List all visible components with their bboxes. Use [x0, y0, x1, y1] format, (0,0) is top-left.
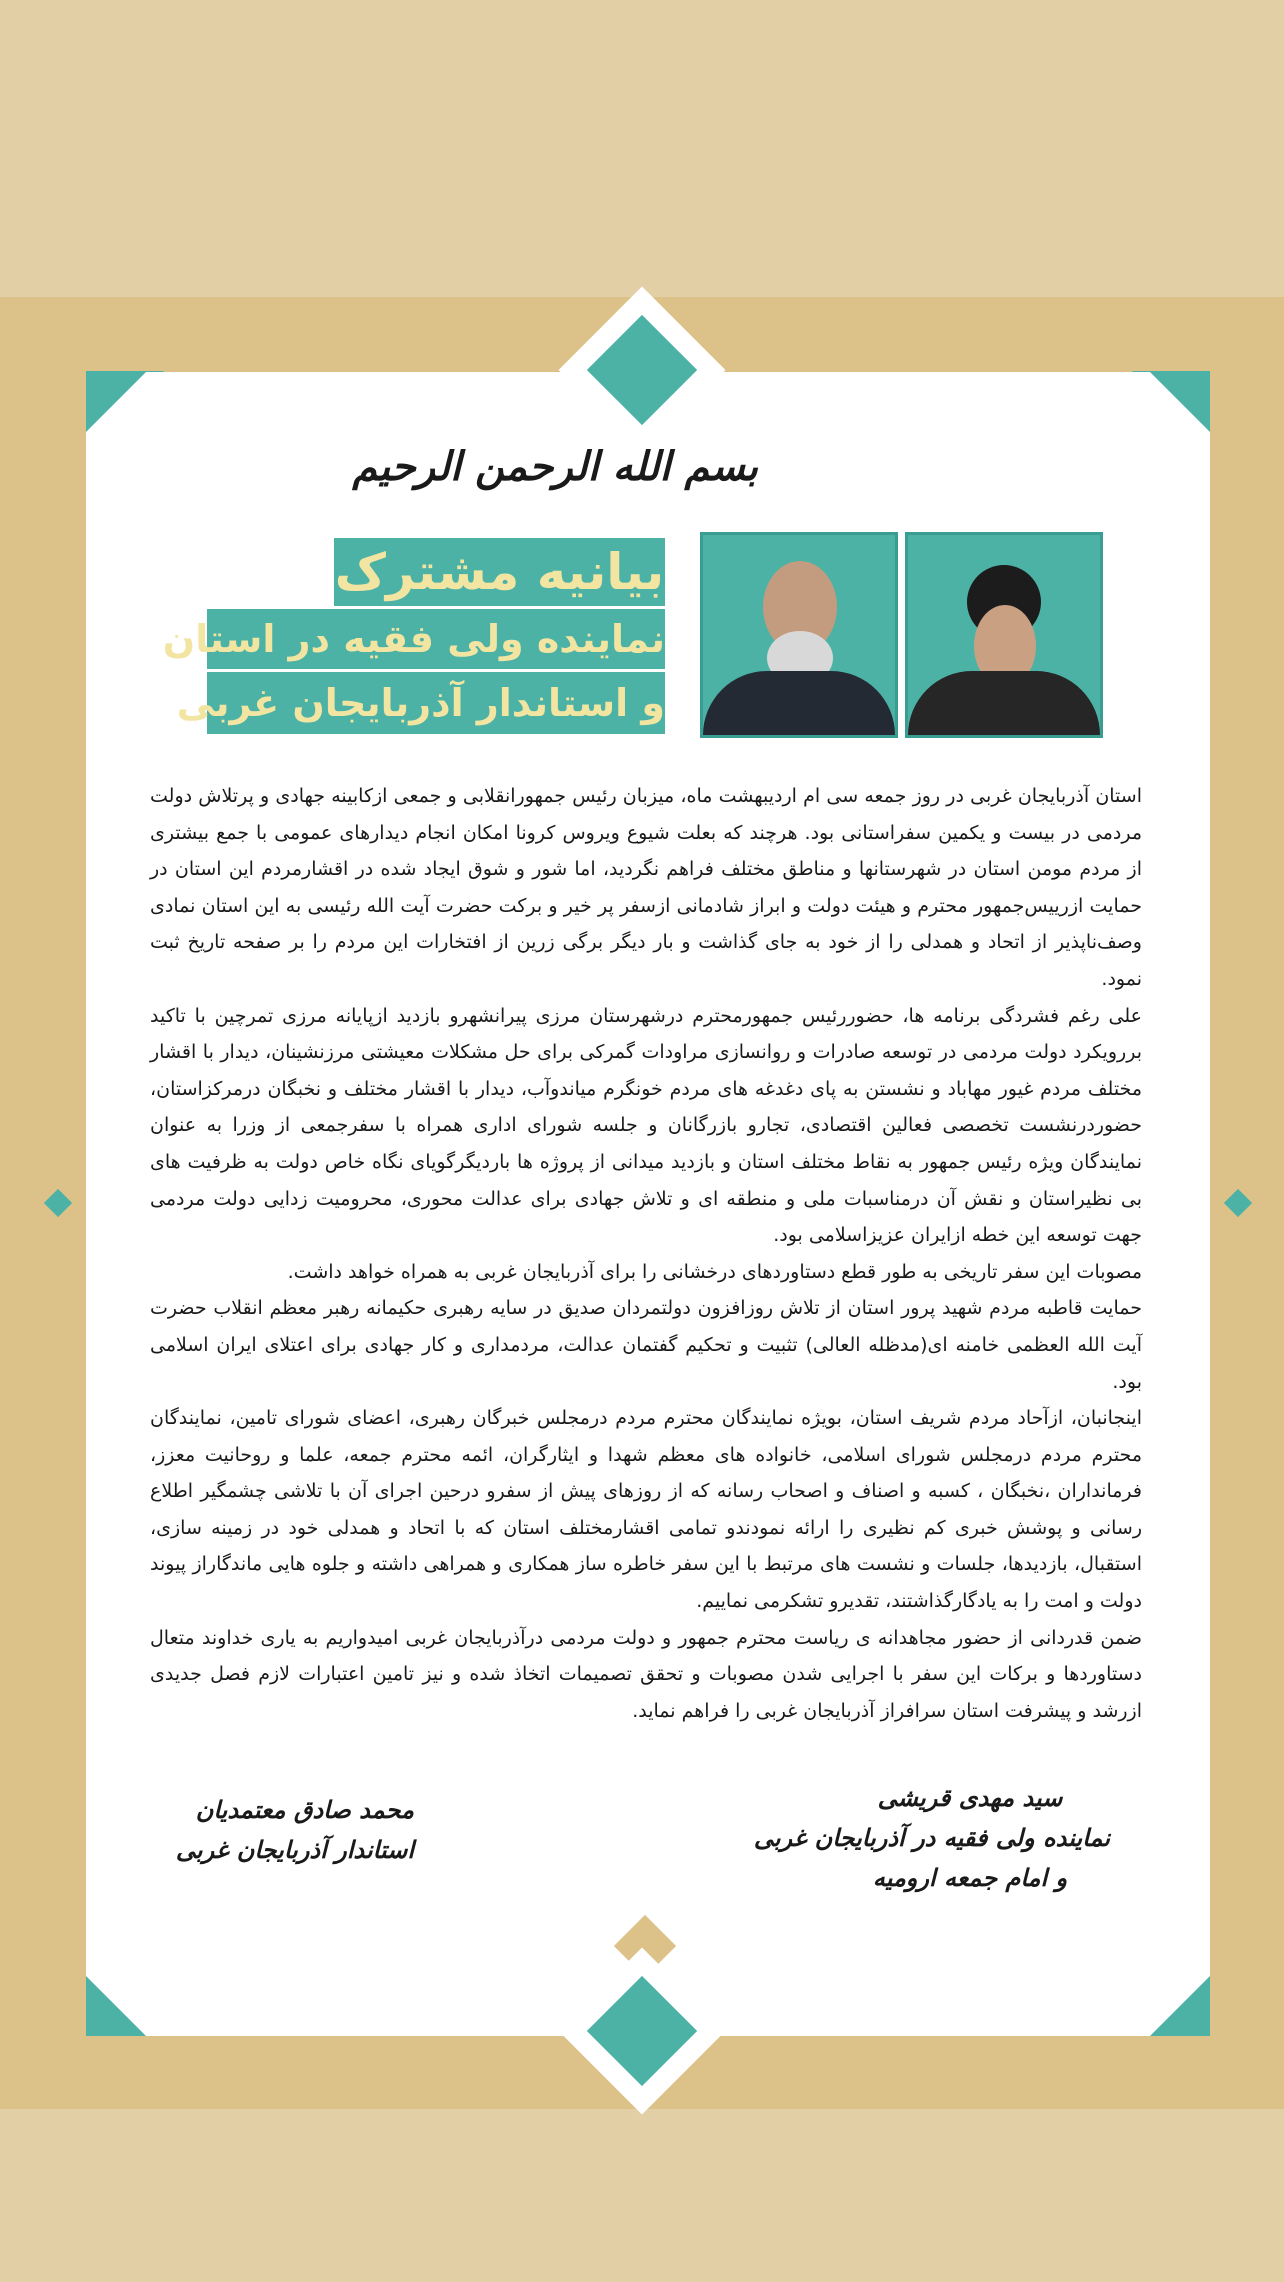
- paragraph-1: استان آذربایجان غربی در روز جمعه سی ام اردیبهشت ماه، میزبان رئیس جمهورانقلابی و جمعی ازکابینه جهادی و پرتلاش دولت مردمی در بیست و یکمین سفراستانی بود. هرچند که بعلت شیوع ویروس کرونا امکان انجام دیدارهای عمومی با جمع بیشتری از مردم مومن استان در شهرستانها و مناطق مختلف فراهم نگردید، اما شور و شوق ایجاد شده در اقشارمردم این استان در حمایت ازرییس‌جمهور محترم و هیئت دولت و ابراز شادمانی ازسفر پر خیر و برکت حضرت آیت الله رئیسی به این استان نمادی وصف‌ناپذیر از اتحاد و همدلی را از خود به جای گذاشت و بار دیگر برگی زرین از افتخارات این مردم را بر صفحه تاریخ ثبت نمود.: [150, 785, 1142, 990]
- signature-representative-title: نماینده ولی فقیه در آذربایجان غربی: [753, 1823, 1110, 1852]
- portrait-representative: [905, 532, 1103, 738]
- title-block-3: [176, 672, 665, 734]
- signature-governor: [175, 1790, 414, 1870]
- portrait-governor: [700, 532, 898, 738]
- signature-representative-subtitle: و امام جمعه ارومیه: [872, 1863, 1068, 1892]
- signature-governor-name: محمد صادق معتمدیان: [195, 1795, 414, 1824]
- basmala-calligraphy: بسم الله الرحمن الرحیم: [352, 443, 758, 490]
- paragraph-4: حمایت قاطبه مردم شهید پرور استان از تلاش روزافزون دولتمردان صدیق در سایه رهبری حکیمانه رهبر معظم انقلاب حضرت آیت الله العظمی خامنه ای(مدظله العالی) تثبیت و تحکیم گفتمان عدالت، مردمداری و کار جهادی برای اعتلای ایران اسلامی بود.: [150, 1297, 1142, 1393]
- title-line-3: و استاندار آذربایجان غربی: [176, 681, 665, 725]
- paragraph-3: مصوبات این سفر تاریخی به طور قطع دستاوردهای درخشانی را برای آذربایجان غربی به همراه خواهد داشت.: [287, 1260, 1142, 1283]
- title-line-2: نماینده ولی فقیه در استان: [162, 617, 665, 661]
- title-block-1: [334, 538, 665, 606]
- title-line-1: بیانیه مشترک: [334, 543, 665, 601]
- paragraph-2: علی رغم فشردگی برنامه ها، حضوررئیس جمهورمحترم درشهرستان مرزی پیرانشهرو بازدید ازپایانه مرزی تمرچین با تاکید بررویکرد دولت مردمی در توسعه صادرات و روانسازی مراودات گمرکی برای حل مشکلات معیشتی مرزنشینان، دیدار با اقشار مختلف مردم غیور مهاباد و نشستن به پای دغدغه های مردم خونگرم میاندوآب، دیدار با اقشار مختلف و نخبگان درمرکزاستان، حضوردرنشست تخصصی فعالین اقتصادی، تجارو بازرگانان و جلسه شورای اداری همراه با سفرجمعی از وزرا به عنوان نمایندگان ویژه رئیس جمهور به نقاط مختلف استان و بازدید میدانی از پروژه ها باردیگرگویای نگاه خاص دولت به ظرفیت های بی نظیراستان و نقش آن درمناسبات ملی و منطقه ای و تلاش جهادی برای عدالت محوری، محرومیت زدایی دولت مردمی جهت توسعه این خطه ازایران عزیزاسلامی بود.: [150, 1004, 1142, 1247]
- statement-body: [150, 778, 1142, 1729]
- signature-governor-title: استاندار آذربایجان غربی: [175, 1835, 414, 1864]
- paragraph-5: اینجانبان، ازآحاد مردم شریف استان، بویژه نمایندگان محترم مردم درمجلس خبرگان رهبری، اعضای شورای تامین، نمایندگان محترم مردم درمجلس شورای اسلامی، خانواده های معظم شهدا و ایثارگران، ائمه محترم جمعه، علما و روحانیت معزز، فرمانداران ،نخبگان ، کسبه و اصناف و اصحاب رسانه که از روزهای پیش از سفرو درحین اجرای آن با تلاشی چشمگیر اطلاع رسانی و پوشش خبری کم نظیری را ارائه نمودندو تمامی اقشارمختلف استان که با اتحاد و همدلی خود در زمینه سازی، استقبال، بازدیدها، جلسات و نشست های مرتبط با این سفر خاطره ساز همکاری و همراهی داشته و جلوه هایی ماندگاراز پیوند دولت و امت را به یادگارگذاشتند، تقدیرو تشکرمی نماییم.: [150, 1407, 1142, 1613]
- signature-representative: [753, 1778, 1110, 1898]
- title-block-2: [162, 609, 665, 669]
- signature-representative-name: سید مهدی قریشی: [877, 1783, 1063, 1812]
- paragraph-6: ضمن قدردانی از حضور مجاهدانه ی ریاست محترم جمهور و دولت مردمی درآذربایجان غربی امیدواریم به یاری خداوند متعال دستاوردها و برکات این سفر با اجرایی شدن مصوبات و تحقق تصمیمات اتخاذ شده و نیز تامین اعتبارات لازم فصل جدیدی ازرشد و پیشرفت استان سرافراز آذربایجان غربی را فراهم نماید.: [150, 1626, 1142, 1722]
